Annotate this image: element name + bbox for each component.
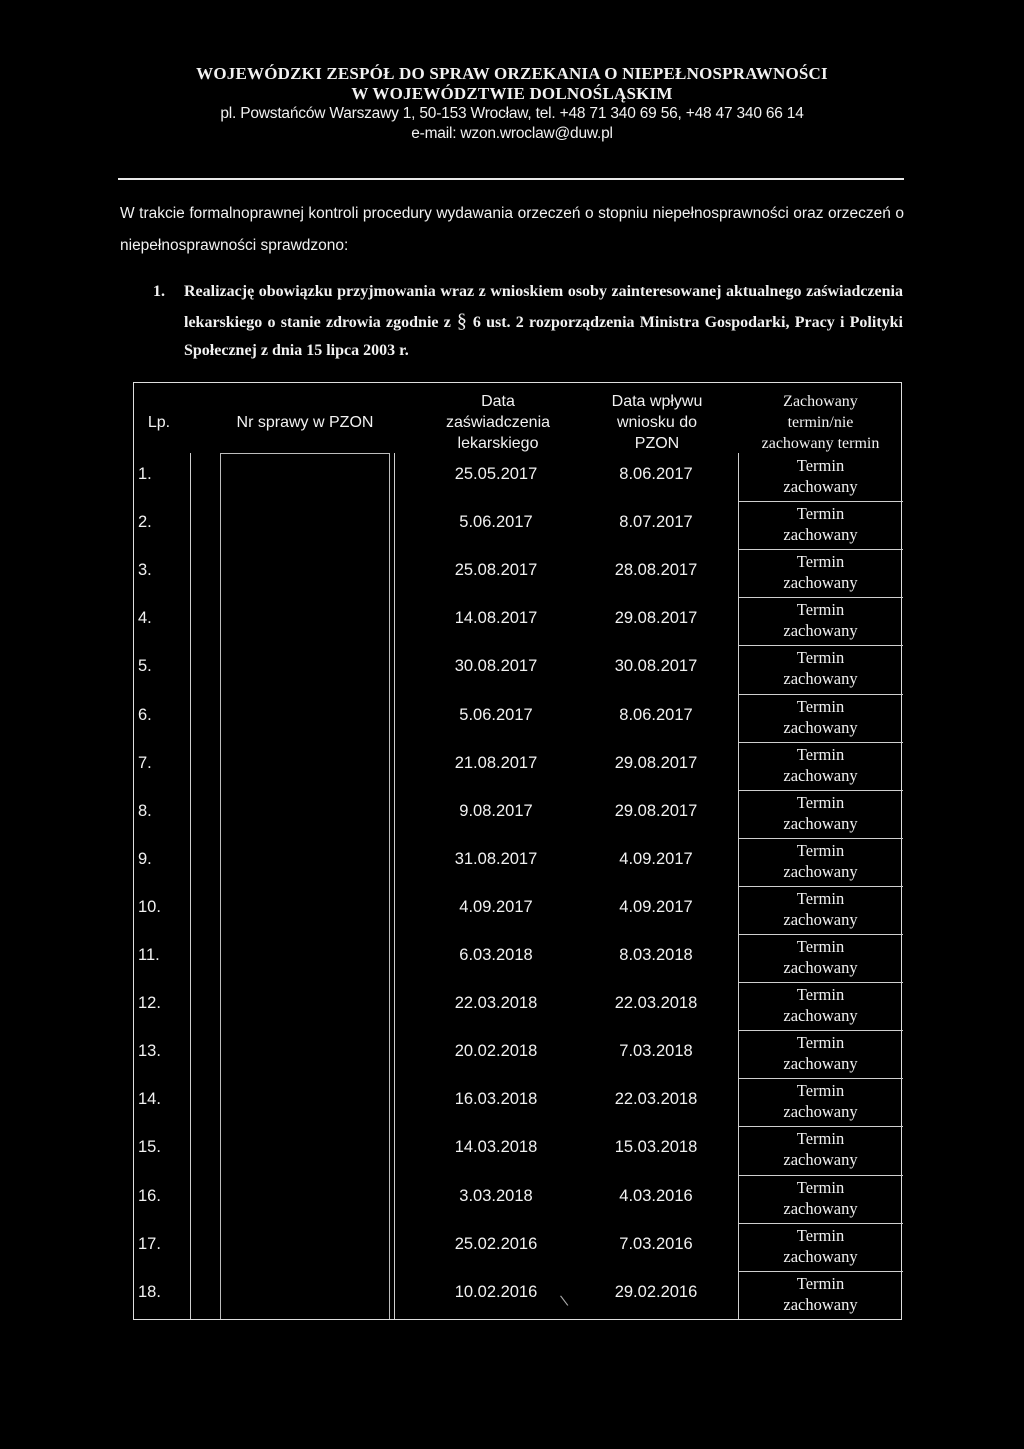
row-divider — [738, 1175, 903, 1176]
deadline-status-line2: zachowany — [783, 1246, 858, 1266]
row-divider — [738, 1271, 903, 1272]
deadline-status-line1: Termin — [796, 1081, 845, 1101]
header-certificate-date-line2: zaświadczenia — [445, 414, 551, 431]
certificate-date: 10.02.2016 — [454, 1282, 538, 1301]
row-number: 7. — [138, 753, 152, 772]
certificate-date: 5.06.2017 — [459, 705, 533, 724]
row-number: 6. — [138, 705, 152, 724]
redacted-case-numbers — [220, 453, 390, 1319]
row-divider — [738, 982, 903, 983]
receipt-date: 28.08.2017 — [614, 561, 698, 580]
certificate-date: 3.03.2018 — [459, 1186, 533, 1205]
row-number: 11. — [138, 946, 160, 964]
header-divider — [118, 178, 904, 180]
row-divider — [738, 1078, 903, 1079]
row-divider — [738, 742, 903, 743]
certificate-date: 6.03.2018 — [459, 946, 533, 964]
deadline-status-line2: zachowany — [783, 717, 858, 737]
certificate-date: 21.08.2017 — [454, 753, 538, 772]
header-receipt-date-line3: PZON — [634, 435, 680, 452]
certificate-date: 9.08.2017 — [459, 801, 533, 820]
certificate-date: 16.03.2018 — [454, 1090, 538, 1109]
receipt-date: 8.06.2017 — [619, 465, 693, 483]
deadline-status-line1: Termin — [796, 456, 845, 475]
deadline-status-line1: Termin — [796, 552, 845, 572]
deadline-status-line2: zachowany — [783, 1198, 858, 1218]
institution-email: e-mail: wzon.wroclaw@duw.pl — [411, 125, 613, 142]
deadline-status-line1: Termin — [796, 1273, 845, 1293]
row-number: 2. — [138, 513, 152, 532]
row-divider — [738, 838, 903, 839]
row-divider — [738, 501, 903, 502]
deadline-status-line2: zachowany — [783, 573, 858, 593]
section-sign: § — [456, 309, 467, 332]
receipt-date: 8.03.2018 — [619, 946, 693, 964]
institution-name: WOJEWÓDZKI ZESPÓŁ DO SPRAW ORZEKANIA O NIEPEŁNOSPRAWNOŚCI — [196, 64, 828, 83]
deadline-status-line2: zachowany — [783, 477, 858, 496]
row-number: 17. — [138, 1234, 161, 1253]
deadline-status-line2: zachowany — [783, 1294, 858, 1314]
header-certificate-date-line1: Data — [481, 393, 515, 410]
row-number: 5. — [138, 657, 152, 676]
certificate-date: 4.09.2017 — [459, 897, 533, 916]
row-number: 15. — [138, 1138, 161, 1157]
row-number: 9. — [138, 849, 152, 868]
deadline-status-line1: Termin — [796, 696, 845, 716]
column-divider-nr — [394, 453, 395, 1319]
header-deadline-status-line1: Zachowany — [783, 393, 858, 410]
header-deadline-status-line3: zachowany termin — [761, 435, 880, 452]
deadline-status-line2: zachowany — [783, 861, 858, 881]
header-deadline-status-line2: termin/nie — [787, 414, 854, 431]
document-header — [0, 64, 1024, 144]
row-divider — [738, 886, 903, 887]
certificate-date: 14.08.2017 — [454, 609, 538, 628]
deadline-status-line1: Termin — [796, 1129, 845, 1149]
column-divider-lp — [190, 453, 191, 1319]
row-number: 16. — [138, 1186, 161, 1205]
deadline-status-line1: Termin — [796, 648, 845, 668]
receipt-date: 22.03.2018 — [614, 1090, 698, 1109]
pen-mark: \ — [559, 1292, 570, 1310]
certificate-date: 22.03.2018 — [454, 994, 538, 1013]
deadline-status-line2: zachowany — [783, 958, 858, 977]
deadline-status-line1: Termin — [796, 792, 845, 812]
certificate-date: 25.05.2017 — [454, 465, 538, 483]
deadline-status-line2: zachowany — [783, 813, 858, 833]
row-number: 10. — [138, 897, 161, 916]
receipt-date: 30.08.2017 — [614, 657, 698, 676]
header-deadline-status — [738, 391, 903, 454]
receipt-date: 7.03.2018 — [619, 1042, 693, 1061]
deadline-status-line2: zachowany — [783, 1054, 858, 1074]
institution-region: W WOJEWÓDZTWIE DOLNOŚLĄSKIM — [351, 84, 673, 103]
header-receipt-date-line2: wniosku do — [616, 414, 698, 431]
institution-address: pl. Powstańców Warszawy 1, 50-153 Wrocław, tel. +48 71 340 69 56, +48 47 340 66 14 — [220, 105, 804, 122]
intro-paragraph: W trakcie formalnoprawnej kontroli procedury wydawania orzeczeń o stopniu niepełnosprawności oraz orzeczeń o niepełnosprawności sprawdzono: — [120, 205, 904, 254]
row-divider — [738, 790, 903, 791]
point-text — [184, 278, 903, 366]
deadline-status-line2: zachowany — [783, 621, 858, 641]
deadline-status-line1: Termin — [796, 985, 845, 1005]
row-number: 18. — [138, 1282, 161, 1301]
receipt-date: 8.06.2017 — [619, 705, 693, 724]
deadline-status-line2: zachowany — [783, 1150, 858, 1170]
deadline-status-line2: zachowany — [783, 525, 858, 545]
receipt-date: 4.09.2017 — [619, 849, 693, 868]
receipt-date: 29.08.2017 — [614, 801, 698, 820]
deadline-status-line2: zachowany — [783, 669, 858, 689]
receipt-date: 8.07.2017 — [619, 513, 693, 532]
header-receipt-date — [576, 391, 738, 454]
deadline-status-line2: zachowany — [783, 765, 858, 785]
row-number: 1. — [138, 465, 152, 483]
deadline-status-line2: zachowany — [783, 1006, 858, 1026]
row-number: 8. — [138, 801, 152, 820]
deadline-status-line1: Termin — [796, 600, 845, 620]
receipt-date: 29.02.2016 — [614, 1282, 698, 1301]
deadline-status-line1: Termin — [796, 937, 845, 956]
row-divider — [738, 597, 903, 598]
certificate-date: 25.02.2016 — [454, 1234, 538, 1253]
deadline-status-line2: zachowany — [783, 909, 858, 929]
point-text-b: 6 ust. 2 rozporządzenia Ministra Gospodarki, Pracy i Polityki Społecznej z dnia 15 lipca 2003 r. — [184, 313, 903, 359]
point-number: 1. — [153, 283, 165, 300]
receipt-date: 4.03.2016 — [619, 1186, 693, 1205]
deadline-status-line1: Termin — [796, 1225, 845, 1245]
header-case-number: Nr sprawy w PZON — [236, 414, 374, 431]
row-divider — [738, 1030, 903, 1031]
deadline-status-line1: Termin — [796, 1033, 845, 1053]
receipt-date: 15.03.2018 — [614, 1138, 698, 1157]
row-divider — [738, 1223, 903, 1224]
row-divider — [738, 645, 903, 646]
certificate-date: 25.08.2017 — [454, 561, 538, 580]
cases-table — [133, 382, 902, 1320]
row-divider — [738, 934, 903, 935]
deadline-status-line1: Termin — [796, 504, 845, 524]
certificate-date: 14.03.2018 — [454, 1138, 538, 1157]
row-divider — [738, 1126, 903, 1127]
row-divider — [738, 549, 903, 550]
row-number: 12. — [138, 994, 161, 1013]
certificate-date: 30.08.2017 — [454, 657, 538, 676]
row-number: 4. — [138, 609, 152, 628]
row-number: 13. — [138, 1042, 161, 1061]
receipt-date: 29.08.2017 — [614, 753, 698, 772]
row-number: 14. — [138, 1090, 161, 1109]
deadline-status-line1: Termin — [796, 840, 845, 860]
row-number: 3. — [138, 561, 152, 580]
deadline-status-line1: Termin — [796, 888, 845, 908]
header-certificate-date — [420, 391, 576, 454]
header-certificate-date-line3: lekarskiego — [457, 435, 539, 452]
deadline-status-line2: zachowany — [783, 1102, 858, 1122]
receipt-date: 7.03.2016 — [619, 1234, 693, 1253]
header-receipt-date-line1: Data wpływu — [611, 393, 703, 410]
certificate-date: 20.02.2018 — [454, 1042, 538, 1061]
header-lp: Lp. — [147, 414, 171, 431]
receipt-date: 22.03.2018 — [614, 994, 698, 1013]
receipt-date: 29.08.2017 — [614, 609, 698, 628]
certificate-date: 31.08.2017 — [454, 849, 538, 868]
receipt-date: 4.09.2017 — [619, 897, 693, 916]
point-text-a: Realizację obowiązku przyjmowania wraz z wnioskiem osoby zainteresowanej aktualnego zaświadczenia lekarskiego o stanie zdrowia zgodnie z — [184, 283, 903, 331]
certificate-date: 5.06.2017 — [459, 513, 533, 532]
deadline-status-line1: Termin — [796, 744, 845, 764]
deadline-status-line1: Termin — [796, 1177, 845, 1197]
checked-point — [153, 278, 903, 366]
row-divider — [738, 694, 903, 695]
